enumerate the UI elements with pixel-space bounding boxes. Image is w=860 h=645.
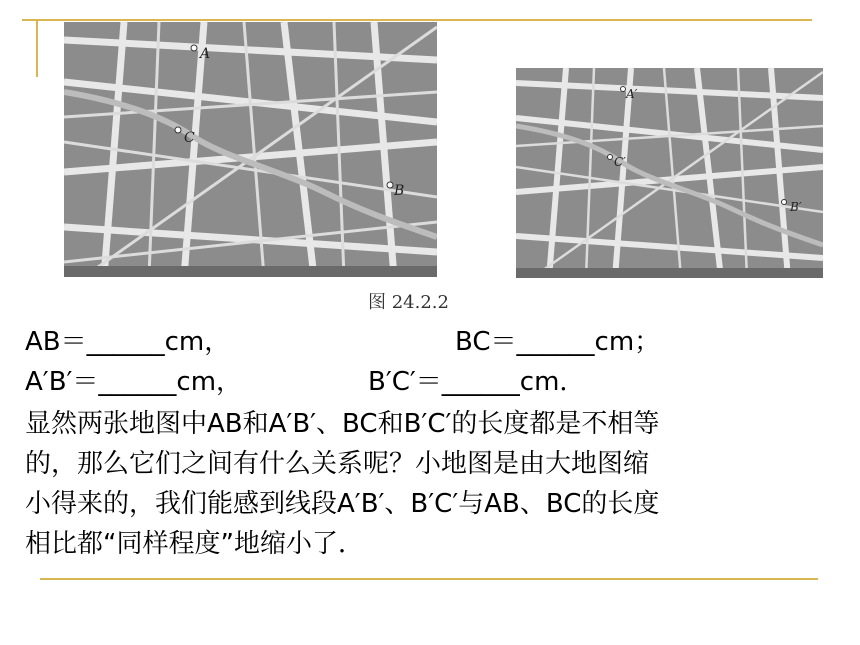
paragraph-line: 显然两张地图中AB和A′B′、BC和B′C′的长度都是不相等 xyxy=(25,409,660,439)
point-label-B: B xyxy=(394,183,405,199)
figure-caption: 图 24.2.2 xyxy=(368,292,449,313)
blank-AB: AB＝______cm， xyxy=(25,327,231,357)
point-label-C-prime: C′ xyxy=(614,155,626,169)
small-map-image xyxy=(516,68,823,278)
large-map-image xyxy=(64,22,437,277)
point-label-A: A xyxy=(200,46,211,62)
point-label-A-prime: A′ xyxy=(626,87,638,101)
top-divider xyxy=(22,19,812,21)
bottom-divider xyxy=(40,578,818,580)
paragraph-line: 小得来的，我们能感到线段A′B′、B′C′与AB、BC的长度 xyxy=(25,489,660,519)
paragraph-line: 的，那么它们之间有什么关系呢？小地图是由大地图缩 xyxy=(25,449,650,479)
blank-A-prime-B-prime: A′B′＝______cm， xyxy=(25,367,243,397)
paragraph-line: 相比都“同样程度”地缩小了． xyxy=(25,529,364,559)
blank-BC: BC＝______cm； xyxy=(455,327,661,357)
explanation-paragraph xyxy=(25,404,840,564)
point-label-C: C xyxy=(184,130,195,146)
point-label-B-prime: B′ xyxy=(790,200,802,214)
left-accent-bar xyxy=(36,19,38,77)
blank-B-prime-C-prime: B′C′＝______cm． xyxy=(368,367,586,397)
